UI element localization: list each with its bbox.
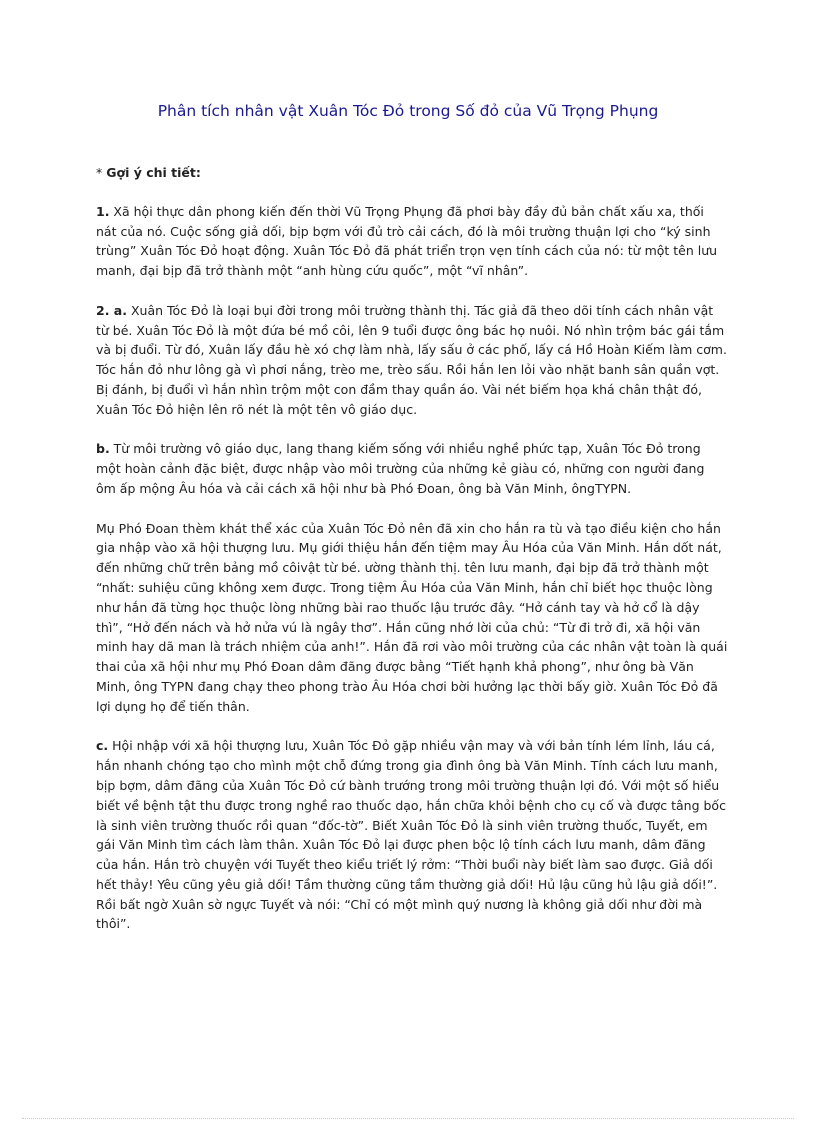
paragraph-text: Hội nhập với xã hội thượng lưu, Xuân Tóc Đỏ gặp nhiều vận may và với bản tính lém lỉnh, láu cá, hắn nhanh chóng tạo cho mình một chỗ đứng trong gia đình ông bà Văn Minh. Tính cách lưu manh, bịp bợm, dâm đãng của Xuân Tóc Đỏ cứ bành trướng trong môi trường thuận lợi đó. Với một số hiểu biết về bệnh tật thu được trong nghề rao thuốc dạo, hắn chữa khỏi bệnh cho cụ cố và được tâng bốc là sinh viên trường thuốc rồi quan “đốc-tờ”. Biết Xuân Tóc Đỏ là sinh viên trường thuốc, Tuyết, em gái Văn Minh tìm cách làm thân. Xuân Tóc Đỏ lại được phen bộc lộ tính cách lưu manh, dâm đãng của hắn. Hắn trò chuyện với Tuyết theo kiểu triết lý rởm: “Thời buổi này biết làm sao được. Giả dối hết thảy! Yêu cũng yêu giả dối! Tầm thường cũng tầm thường giả dối! Hủ lậu cũng hủ lậu giả dối!”. Rồi bất ngờ Xuân sờ ngực Tuyết và nói: “Chỉ có một mình quý nương là không giả dối như đời mà thôi”. <box>96 738 726 932</box>
document-body <box>96 163 728 954</box>
paragraph <box>96 301 728 420</box>
paragraph-text: Xuân Tóc Đỏ là loại bụi đời trong môi trường thành thị. Tác giả đã theo dõi tính cách nhân vật từ bé. Xuân Tóc Đỏ là một đứa bé mồ côi, lên 9 tuổi được ông bác họ nuôi. Nó nhìn trộm bác gái tắm và bị đuổi. Từ đó, Xuân lấy đầu hè xó chợ làm nhà, lấy sấu ở các phố, lấy cá Hồ Hoàn Kiếm làm cơm. Tóc hắn đỏ như lông gà vì phơi nắng, trèo me, trèo sấu. Rồi hắn len lỏi vào nhặt banh sân quần vợt. Bị đánh, bị đuổi vì hắn nhìn trộm một con đầm thay quần áo. Vài nét biếm họa khá chân thật đó, Xuân Tóc Đỏ hiện lên rõ nét là một tên vô giáo dục. <box>96 302 727 417</box>
paragraph-marker: c. <box>96 738 109 754</box>
paragraph-text: Từ môi trường vô giáo dục, lang thang kiếm sống với nhiều nghề phức tạp, Xuân Tóc Đỏ trong một hoàn cảnh đặc biệt, được nhập vào môi trường của những kẻ giàu có, những con người đang ôm ấp mộng Âu hóa và cải cách xã hội như bà Phó Đoan, ông bà Văn Minh, ôngTYPN. <box>96 441 705 496</box>
document-title: Phân tích nhân vật Xuân Tóc Đỏ trong Số đỏ của Vũ Trọng Phụng <box>157 102 659 120</box>
paragraph-marker: 1. <box>96 203 110 219</box>
paragraph <box>96 439 728 498</box>
paragraph <box>96 519 728 717</box>
paragraph-text: Xã hội thực dân phong kiến đến thời Vũ Trọng Phụng đã phơi bày đầy đủ bản chất xấu xa, thối nát của nó. Cuộc sống giả dối, bịp bợm với đủ trò cải cách, đó là môi trường thuận lợi cho “ký sinh trùng” Xuân Tóc Đỏ hoạt động. Xuân Tóc Đỏ đã phát triển trọn vẹn tính cách của nó: từ một tên lưu manh, đại bịp đã trở thành một “anh hùng cứu quốc”, một “vĩ nhân”. <box>96 203 718 279</box>
paragraph <box>96 202 728 281</box>
section-heading <box>96 163 728 183</box>
paragraph <box>96 736 728 934</box>
page-bottom-divider <box>22 1118 794 1119</box>
paragraph-marker: 2. a. <box>96 302 127 318</box>
paragraph-marker: b. <box>96 441 110 457</box>
paragraph-text: Mụ Phó Đoan thèm khát thể xác của Xuân Tóc Đỏ nên đã xin cho hắn ra tù và tạo điều kiện cho hắn gia nhập vào xã hội thượng lưu. Mụ giới thiệu hắn đến tiệm may Âu Hóa của Văn Minh. Hắn dốt nát, đến những chữ trên bảng mồ côivật từ bé. ường thành thị. tên lưu manh, đại bịp đã trở thành một “nhất: suhiệu cũng không xem được. Trong tiệm Âu Hóa của Văn Minh, hắn chỉ biết học thuộc lòng như hắn đã từng học thuộc lòng những bài rao thuốc lậu trước đây. “Hở cánh tay và hở cổ là dậy thì”, “Hở đến nách và hở nửa vú là ngây thơ”. Hắn cũng nhớ lời của chủ: “Từ đi trở đi, xã hội văn minh hay dã man là trách nhiệm của anh!”. Hắn đã rơi vào môi trường của các nhân vật toàn là quái thai của xã hội như mụ Phó Đoan dâm đãng được bằng “Tiết hạnh khả phong”, như ông bà Văn Minh, ông TYPN đang chạy theo phong trào Âu Hóa chơi bời hưởng lạc thời bấy giờ. Xuân Tóc Đỏ đã lợi dụng họ để tiến thân. <box>96 520 728 714</box>
heading-prefix: * <box>96 165 107 180</box>
heading-text: Gợi ý chi tiết: <box>106 165 201 180</box>
